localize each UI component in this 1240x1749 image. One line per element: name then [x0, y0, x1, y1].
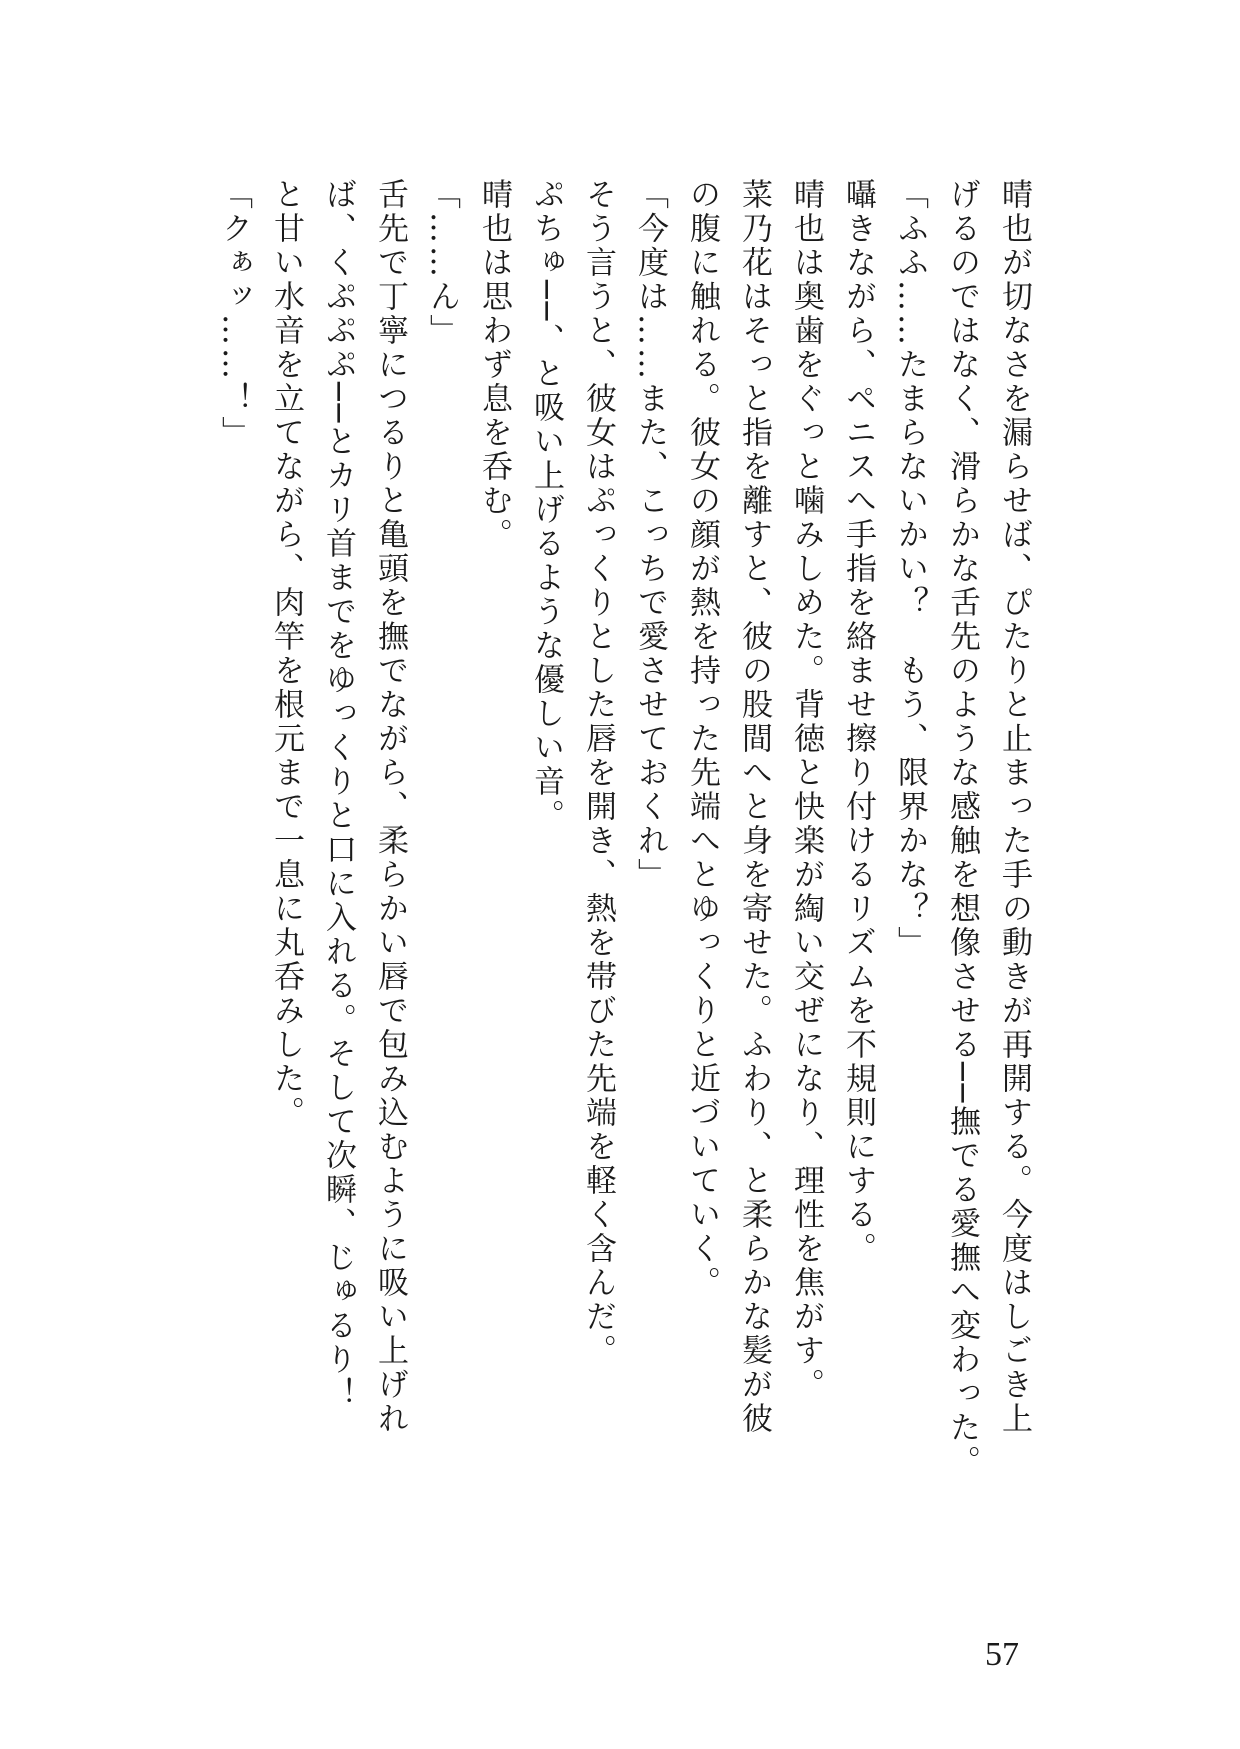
text-line-15: と甘い水音を立てながら、肉竿を根元まで一息に丸呑みした。 [268, 178, 304, 1130]
text-line-2: げるのではなく、滑らかな舌先のような感触を想像させる──撫でる愛撫へ変わった。 [944, 178, 980, 1480]
text-line-9: そう言うと、彼女はぷっくりとした唇を開き、熱を帯びた先端を軽く含んだ。 [580, 178, 616, 1368]
text-line-7: の腹に触れる。彼女の顔が熱を持った先端へとゆっくりと近づいていく。 [684, 178, 720, 1300]
text-line-1: 晴也が切なさを漏らせば、ぴたりと止まった手の動きが再開する。今度はしごき上 [996, 178, 1032, 1436]
text-line-13: 舌先で丁寧につるりと亀頭を撫でながら、柔らかい唇で包み込むように吸い上げれ [372, 178, 408, 1436]
text-line-16: 「クぁッ……！」 [216, 178, 252, 450]
text-line-8: 「今度は……また、こっちで愛させておくれ」 [632, 178, 668, 892]
vertical-text-body [208, 178, 1040, 1478]
text-line-14: ば、くぷぷぷ──とカリ首までをゆっくりと口に入れる。そして次瞬、じゅるり！ [320, 178, 356, 1412]
text-line-12: 「……ん」 [424, 178, 460, 348]
text-line-10: ぷちゅ──、と吸い上げるような優しい音。 [528, 178, 564, 834]
text-line-3: 「ふふ……たまらないかい？ もう、限界かな？」 [892, 178, 928, 960]
text-line-5: 晴也は奥歯をぐっと噛みしめた。背徳と快楽が綯い交ぜになり、理性を焦がす。 [788, 178, 824, 1402]
text-line-6: 菜乃花はそっと指を離すと、彼の股間へと身を寄せた。ふわり、と柔らかな髪が彼 [736, 178, 772, 1436]
text-line-11: 晴也は思わず息を呑む。 [476, 178, 512, 552]
page-number: 57 [985, 1636, 1019, 1673]
text-line-4: 囁きながら、ペニスへ手指を絡ませ擦り付けるリズムを不規則にする。 [840, 178, 876, 1266]
